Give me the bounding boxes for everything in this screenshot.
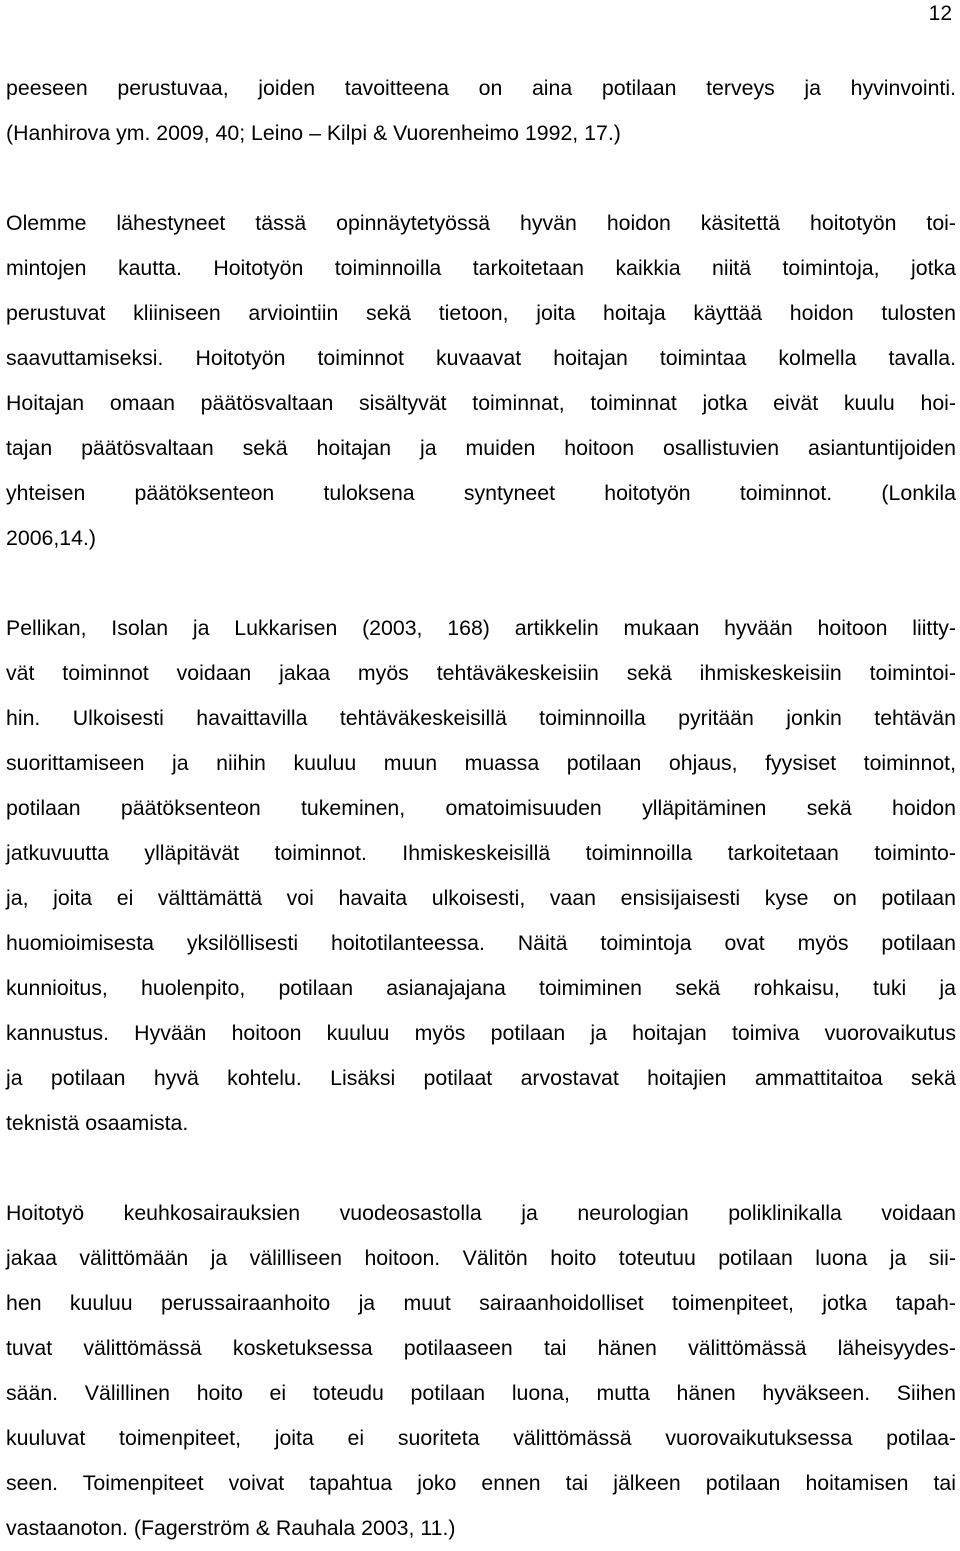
text-line: mintojen kautta. Hoitotyön toiminnoilla tarkoitetaan kaikkia niitä toimintoja, jotka: [6, 256, 956, 280]
text-line: Hoitotyö keuhkosairauksien vuodeosastolla ja neurologian poliklinikalla voidaan: [6, 1201, 956, 1225]
text-line: vät toiminnot voidaan jakaa myös tehtäväkeskeisiin sekä ihmiskeskeisiin toimintoi-: [6, 661, 956, 685]
text-line: vastaanoton. (Fagerström & Rauhala 2003, 11.): [6, 1516, 456, 1540]
text-line: potilaan päätöksenteon tukeminen, omatoimisuuden ylläpitäminen sekä hoidon: [6, 796, 956, 820]
text-line: kuuluvat toimenpiteet, joita ei suoriteta välittömässä vuorovaikutuksessa potilaa-: [6, 1426, 956, 1450]
text-line: peeseen perustuvaa, joiden tavoitteena on aina potilaan terveys ja hyvinvointi.: [6, 76, 956, 100]
text-line: saavuttamiseksi. Hoitotyön toiminnot kuvaavat hoitajan toimintaa kolmella tavalla.: [6, 346, 956, 370]
text-line: tuvat välittömässä kosketuksessa potilaaseen tai hänen välittömässä läheisyydes-: [6, 1336, 956, 1360]
text-line: teknistä osaamista.: [6, 1111, 189, 1135]
text-line: huomioimisesta yksilöllisesti hoitotilanteessa. Näitä toimintoja ovat myös potilaan: [6, 931, 956, 955]
text-line: yhteisen päätöksenteon tuloksena syntyneet hoitotyön toiminnot. (Lonkila: [6, 481, 956, 505]
text-line: suorittamiseen ja niihin kuuluu muun muassa potilaan ohjaus, fyysiset toiminnot,: [6, 751, 956, 775]
text-line: tajan päätösvaltaan sekä hoitajan ja muiden hoitoon osallistuvien asiantuntijoiden: [6, 436, 956, 460]
text-line: hin. Ulkoisesti havaittavilla tehtäväkeskeisillä toiminnoilla pyritään jonkin tehtävän: [6, 706, 956, 730]
text-line: jatkuvuutta ylläpitävät toiminnot. Ihmiskeskeisillä toiminnoilla tarkoitetaan toiminto-: [6, 841, 956, 865]
page-number: 12: [928, 2, 952, 25]
text-line: perustuvat kliiniseen arviointiin sekä tietoon, joita hoitaja käyttää hoidon tulosten: [6, 301, 956, 325]
paragraph-gap: [6, 156, 956, 201]
paragraph: [6, 201, 956, 561]
paragraph: [6, 606, 956, 1146]
text-line: 2006,14.): [6, 526, 96, 550]
page-body: [6, 66, 956, 1551]
paragraph: [6, 66, 956, 156]
text-line: seen. Toimenpiteet voivat tapahtua joko ennen tai jälkeen potilaan hoitamisen tai: [6, 1471, 956, 1495]
text-line: ja, joita ei välttämättä voi havaita ulkoisesti, vaan ensisijaisesti kyse on potilaan: [6, 886, 956, 910]
text-line: ja potilaan hyvä kohtelu. Lisäksi potilaat arvostavat hoitajien ammattitaitoa sekä: [6, 1066, 956, 1090]
text-line: sään. Välillinen hoito ei toteudu potilaan luona, mutta hänen hyväkseen. Siihen: [6, 1381, 956, 1405]
paragraph-gap: [6, 561, 956, 606]
text-line: kunnioitus, huolenpito, potilaan asianajajana toimiminen sekä rohkaisu, tuki ja: [6, 976, 956, 1000]
text-line: Hoitajan omaan päätösvaltaan sisältyvät toiminnat, toiminnat jotka eivät kuulu hoi-: [6, 391, 956, 415]
text-line: (Hanhirova ym. 2009, 40; Leino – Kilpi & Vuorenheimo 1992, 17.): [6, 121, 621, 145]
text-line: jakaa välittömään ja välilliseen hoitoon. Välitön hoito toteutuu potilaan luona ja sii-: [6, 1246, 956, 1270]
text-line: hen kuuluu perussairaanhoito ja muut sairaanhoidolliset toimenpiteet, jotka tapah-: [6, 1291, 956, 1315]
text-line: Olemme lähestyneet tässä opinnäytetyössä hyvän hoidon käsitettä hoitotyön toi-: [6, 211, 956, 235]
paragraph-gap: [6, 1146, 956, 1191]
paragraph: [6, 1191, 956, 1551]
text-line: kannustus. Hyvään hoitoon kuuluu myös potilaan ja hoitajan toimiva vuorovaikutus: [6, 1021, 956, 1045]
text-line: Pellikan, Isolan ja Lukkarisen (2003, 168) artikkelin mukaan hyvään hoitoon liitty-: [6, 616, 956, 640]
